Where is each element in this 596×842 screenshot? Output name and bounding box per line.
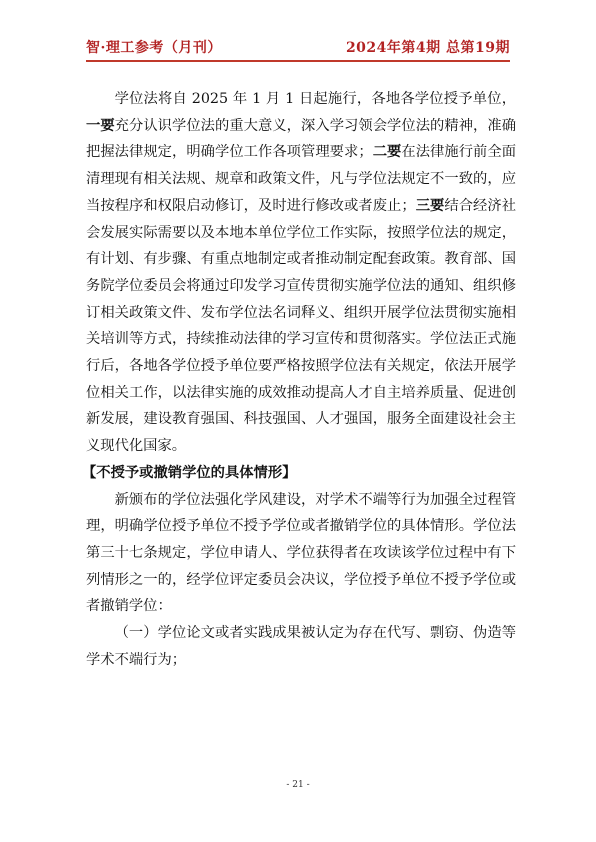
paragraph-academic-integrity: 新颁布的学位法强化学风建设，对学术不端等行为加强全过程管理，明确学位授予单位不授予学位或者撤销学位的具体情形。学位法第三十七条规定，学位申请人、学位获得者在攻读该学位过程中有下列情形之一的，经学位评定委员会决议，学位授予单位不授予学位或者撤销学位： bbox=[86, 491, 516, 615]
para1-text-3: 在法律施行前全面清理现有相关法规、规章和政策文件，凡与学位法规定不一致的，应当按程序和权限启动修订，及时进行修改或者废止； bbox=[86, 144, 517, 214]
issue-number: 2024年第4期 总第19期 bbox=[345, 40, 510, 56]
paragraph-implementation bbox=[86, 86, 516, 460]
third-requirement-label: 三要 bbox=[415, 197, 445, 214]
para1-text-1: 学位法将自 2025 年 1 月 1 日起施行，各地各学位授予单位， bbox=[114, 91, 516, 107]
journal-title: 智·理工参考（月刊） bbox=[86, 40, 222, 56]
page-number: - 21 - bbox=[286, 780, 310, 790]
article-body bbox=[82, 86, 517, 673]
second-requirement-label: 二要 bbox=[372, 144, 402, 161]
first-requirement-label: 一要 bbox=[86, 117, 115, 134]
paragraph-list-item-1: （一）学位论文或者实践成果被认定为存在代写、剽窃、伪造等学术不端行为； bbox=[86, 625, 516, 668]
section-heading: 【不授予或撤销学位的具体情形】 bbox=[82, 464, 297, 481]
page-header bbox=[86, 36, 510, 62]
para1-text-2: 充分认识学位法的重大意义，深入学习领会学位法的精神，准确把握法律规定，明确学位工作各项管理要求； bbox=[86, 117, 516, 161]
para1-text-4: 结合经济社会发展实际需要以及本地本单位学位工作实际，按照学位法的规定，有计划、有步骤、有重点地制定或者推动制定配套政策。教育部、国务院学位委员会将通过印发学习宣传贯彻实施学位法的通知、组织修订相关政策文件、发布学位法名词释义、组织开展学位法贯彻实施相关培训等方式，持续推动法律的学习宣传和贯彻落实。学位法正式施行后，各地各学位授予单位要严格按照学位法有关规定，依法开展学位相关工作，以法律实施的成效推动提高人才自主培养质量、促进创新发展，建设教育强国、科技强国、人才强国，服务全面建设社会主义现代化国家。 bbox=[86, 197, 517, 455]
